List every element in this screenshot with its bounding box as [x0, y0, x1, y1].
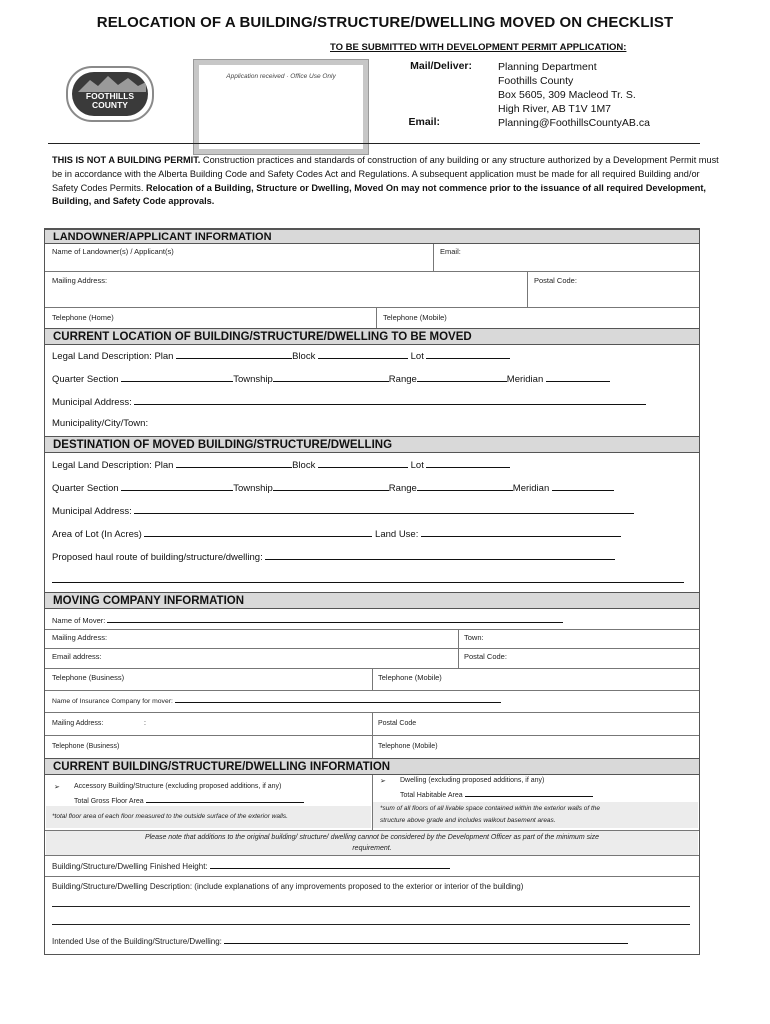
mover-label: Name of Mover:: [52, 616, 106, 625]
divider: [376, 307, 377, 328]
current-meridian-label: Meridian: [506, 374, 544, 385]
ins-tel-business-label: Telephone (Business): [52, 743, 120, 750]
dest-quarter-row: [52, 481, 614, 494]
current-legal-row: [52, 349, 510, 362]
dwelling-bullet-icon: ➢: [380, 778, 386, 785]
current-building-heading: CURRENT BUILDING/STRUCTURE/DWELLING INFORMATION: [45, 758, 699, 775]
dest-meridian-label: Meridian: [512, 483, 550, 494]
dest-lot-label: Lot: [410, 460, 424, 471]
divider: [45, 629, 699, 630]
intended-field[interactable]: [224, 936, 628, 944]
dwelling-label[interactable]: Dwelling (excluding proposed additions, if any): [400, 777, 545, 784]
separator: [48, 143, 700, 144]
landowner-name-label: Name of Landowner(s) / Applicant(s): [52, 247, 174, 256]
landowner-mailing-label: Mailing Address:: [52, 276, 108, 285]
intended-label: Intended Use of the Building/Structure/Dwelling:: [52, 937, 222, 946]
contact-line: Foothills County: [498, 75, 574, 87]
current-range-field[interactable]: [417, 372, 507, 382]
current-block-field[interactable]: [318, 349, 408, 359]
divider: [45, 271, 699, 272]
contact-line: High River, AB T1V 1M7: [498, 103, 612, 115]
notice-body: Construction practices and standards of construction of any building or any structure authorized by a Development Permit must be in accordance with the Alberta Building Code and Safety Codes Act and Regulations. A subsequent application must be made for all required Building and/or Safety Codes Permits.: [52, 155, 719, 193]
dest-block-field[interactable]: [318, 458, 408, 468]
current-municipal-row: [52, 395, 646, 408]
current-lot-label: Lot: [410, 351, 424, 362]
email-label: Email:: [408, 116, 440, 128]
accessory-bullet-icon: ➢: [54, 784, 60, 791]
dest-municipal-field[interactable]: [134, 504, 634, 514]
mover-tel-mobile-label: Telephone (Mobile): [378, 673, 442, 682]
contact-email-link[interactable]: Planning@FoothillsCountyAB.ca: [498, 117, 650, 129]
divider: [45, 855, 699, 856]
note-right-line2: structure above grade and includes walkout basement areas.: [380, 817, 556, 824]
mover-row: [52, 615, 563, 625]
please-note-line2: requirement.: [352, 845, 392, 852]
notice-bold-start: THIS IS NOT A BUILDING PERMIT.: [52, 155, 201, 165]
divider: [527, 271, 528, 307]
mover-postal-label: Postal Code:: [464, 652, 507, 661]
current-block-label: Block: [292, 351, 316, 362]
current-quarter-row: [52, 372, 610, 385]
divider: [372, 668, 373, 690]
dest-area-row: [52, 527, 621, 540]
office-use-label: Application received · Office Use Only: [226, 73, 336, 80]
habitable-field[interactable]: [465, 790, 593, 797]
current-municipal-field[interactable]: [134, 395, 646, 405]
current-lot-field[interactable]: [426, 349, 510, 359]
landowner-email-label: Email:: [440, 247, 461, 256]
current-municipal-label: Municipal Address:: [52, 397, 132, 408]
landowner-postal-label: Postal Code:: [534, 276, 577, 285]
landowner-heading: LANDOWNER/APPLICANT INFORMATION: [45, 229, 699, 244]
dest-legal-label: Legal Land Description: Plan: [52, 460, 174, 471]
dest-area-field[interactable]: [144, 527, 372, 537]
dest-land-use-label: Land Use:: [375, 529, 419, 540]
page-title: RELOCATION OF A BUILDING/STRUCTURE/DWELLING MOVED ON CHECKLIST: [96, 14, 674, 31]
destination-heading: DESTINATION OF MOVED BUILDING/STRUCTURE/DWELLING: [45, 436, 699, 453]
landowner-tel-home-label: Telephone (Home): [52, 313, 114, 322]
description-label: Building/Structure/Dwelling Description: (include explanations of any improvements proposed to the exterior or interior of the building): [52, 882, 524, 891]
notice-bold-end: Relocation of a Building, Structure or Dwelling, Moved On may not commence prior to the issuance of all required Development, Building, and Safety Code approvals.: [52, 182, 706, 207]
logo-line2: COUNTY: [92, 100, 128, 110]
height-field[interactable]: [210, 861, 450, 869]
mover-email-label: Email address:: [52, 652, 102, 661]
divider: [45, 690, 699, 691]
dest-range-field[interactable]: [417, 481, 513, 491]
intended-row: [52, 936, 628, 946]
ins-postal-label: Postal Code: [378, 720, 417, 727]
current-plan-field[interactable]: [176, 349, 292, 359]
dest-haul-field[interactable]: [265, 550, 615, 560]
insurance-row: [52, 696, 501, 705]
ins-tel-mobile-label: Telephone (Mobile): [378, 743, 438, 750]
dest-area-label: Area of Lot (In Acres): [52, 529, 142, 540]
logo-line1: FOOTHILLS: [85, 91, 135, 101]
dest-municipal-row: [52, 504, 634, 517]
current-quarter-field[interactable]: [121, 372, 233, 382]
dest-legal-row: [52, 458, 510, 471]
height-row: [52, 861, 450, 871]
office-use-box: [194, 60, 368, 154]
dest-quarter-label: Quarter Section: [52, 483, 119, 494]
gross-row: [74, 796, 304, 805]
divider: [372, 712, 373, 760]
dest-range-label: Range: [388, 483, 417, 494]
current-township-label: Township: [233, 374, 273, 385]
note-left: *total floor area of each floor measured to the outside surface of the exterior walls.: [52, 813, 288, 820]
current-legal-label: Legal Land Description: Plan: [52, 351, 174, 362]
gross-label: Total Gross Floor Area: [74, 798, 144, 805]
ins-colon: :: [144, 720, 146, 727]
contact-line: Planning Department: [498, 61, 597, 73]
current-location-heading: CURRENT LOCATION OF BUILDING/STRUCTURE/DWELLING TO BE MOVED: [45, 328, 699, 345]
dest-municipal-label: Municipal Address:: [52, 506, 132, 517]
dest-meridian-field[interactable]: [552, 481, 614, 491]
gross-field[interactable]: [146, 796, 304, 803]
mover-field[interactable]: [107, 615, 563, 623]
mail-label: Mail/Deliver:: [410, 60, 472, 72]
insurance-field[interactable]: [175, 696, 501, 703]
divider: [45, 307, 699, 308]
divider: [45, 735, 699, 736]
dest-quarter-field[interactable]: [121, 481, 233, 491]
description-field-line1[interactable]: [52, 906, 690, 907]
dest-lot-field[interactable]: [426, 458, 510, 468]
ins-mailing-label: Mailing Address:: [52, 720, 104, 727]
accessory-label[interactable]: Accessory Building/Structure (excluding proposed additions, if any): [74, 783, 282, 790]
insurance-label: Name of Insurance Company for mover:: [52, 698, 173, 705]
habitable-label: Total Habitable Area: [400, 792, 463, 799]
current-meridian-field[interactable]: [546, 372, 610, 382]
page-subtitle: TO BE SUBMITTED WITH DEVELOPMENT PERMIT APPLICATION:: [330, 42, 627, 53]
dest-haul-field-line2[interactable]: [52, 582, 684, 583]
height-label: Building/Structure/Dwelling Finished Height:: [52, 862, 208, 871]
description-field-line2[interactable]: [52, 924, 690, 925]
dest-township-label: Township: [233, 483, 273, 494]
divider: [433, 244, 434, 271]
dest-haul-label: Proposed haul route of building/structure/dwelling:: [52, 552, 263, 563]
dest-plan-field[interactable]: [176, 458, 292, 468]
landowner-tel-mobile-label: Telephone (Mobile): [383, 313, 447, 322]
current-quarter-label: Quarter Section: [52, 374, 119, 385]
dest-block-label: Block: [292, 460, 316, 471]
habitable-row: [400, 790, 593, 799]
mover-tel-business-label: Telephone (Business): [52, 673, 125, 682]
dest-township-field[interactable]: [273, 481, 389, 491]
please-note-line1: Please note that additions to the original building/ structure/ dwelling cannot be considered by the Development Officer as part of the minimum size: [144, 834, 600, 841]
moving-heading: MOVING COMPANY INFORMATION: [45, 592, 699, 609]
mover-mailing-label: Mailing Address:: [52, 633, 108, 642]
current-township-field[interactable]: [273, 372, 389, 382]
dest-land-use-field[interactable]: [421, 527, 621, 537]
contact-line: Box 5605, 309 Macleod Tr. S.: [498, 89, 636, 101]
notice-paragraph: [52, 154, 722, 209]
note-right-line1: *sum of all floors of all livable space contained within the exterior walls of the: [380, 805, 601, 812]
divider: [45, 876, 699, 877]
dest-haul-row: [52, 550, 615, 563]
mover-town-label: Town:: [464, 633, 484, 642]
current-range-label: Range: [388, 374, 417, 385]
county-logo: [66, 66, 154, 122]
current-municipality-label: Municipality/City/Town:: [52, 418, 149, 429]
divider: [45, 648, 699, 649]
